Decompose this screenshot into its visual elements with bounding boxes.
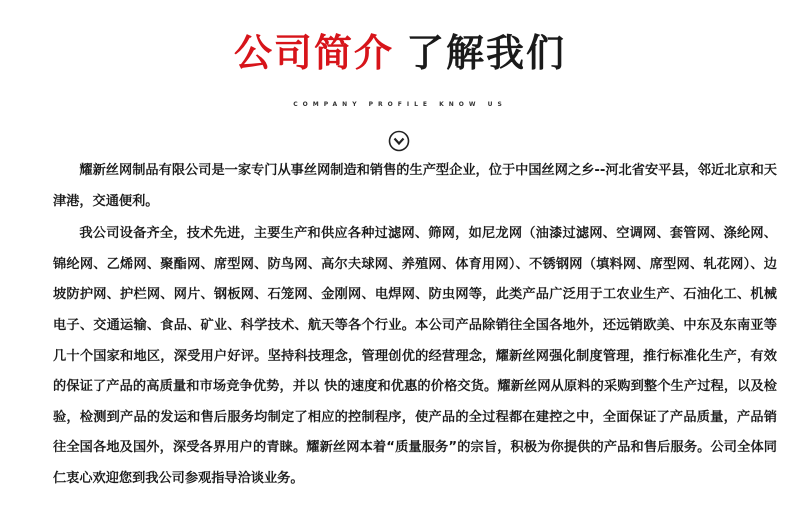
company-profile-text (53, 156, 777, 495)
page-title (0, 28, 800, 78)
profile-paragraph-2: 我公司设备齐全，技术先进，主要生产和供应各种过滤网、筛网，如尼龙网（油漆过滤网、空调网、套管网、涤纶网、锦纶网、乙烯网、聚酯网、席型网、防鸟网、高尔夫球网、养殖网、体育用网）、不锈钢网（填料网、席型网、轧花网）、边坡防护网、护栏网、网片、钢板网、石笼网、金刚网、电焊网、防虫网等，此类产品广泛用于工农业生产、石油化工、机械电子、交通运输、食品、矿业、科学技术、航天等各个行业。本公司产品除销往全国各地外，还远销欧美、中东及东南亚等几十个国家和地区，深受用户好评。坚持科技理念，管理创优的经营理念，耀新丝网强化制度管理，推行标准化生产，有效的保证了产品的高质量和市场竞争优势，并以 快的速度和优惠的价格交货。耀新丝网从原料的采购到整个生产过程，以及检验，检测到产品的发运和售后服务均制定了相应的控制程序，使产品的全过程都在建控之中，全面保证了产品质量，产品销往全国各地及国外，深受各界用户的青睐。耀新丝网本着“质量服务”的宗旨，积极为你提供的产品和售后服务。公司全体同仁衷心欢迎您到我公司参观指导洽谈业务。 (53, 226, 777, 486)
chevron-down-circle-icon (388, 130, 410, 152)
profile-paragraph-1: 耀新丝网制品有限公司是一家专门从事丝网制造和销售的生产型企业，位于中国丝网之乡--河北省安平县，邻近北京和天津港，交通便利。 (53, 163, 777, 209)
page-subtitle: COMPANY PROFILE KNOW US (293, 101, 507, 108)
title-dark: 了解我们 (406, 31, 567, 75)
title-red: 公司简介 (233, 31, 394, 75)
